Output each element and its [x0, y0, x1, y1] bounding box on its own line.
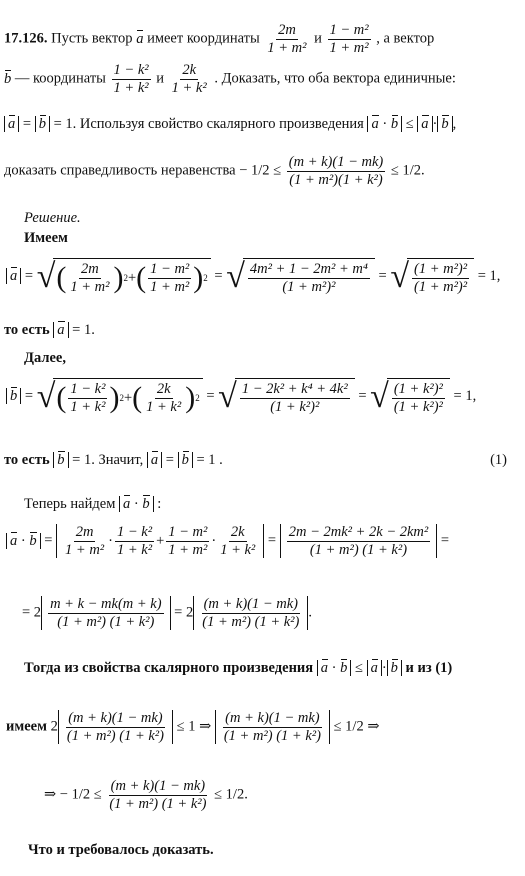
a-modulus-equation: a = √ ( $\frac{2m}{\text{1 + m²}}$ ) 2 + ( $\frac{\text{1 − m²}}{\text{1 + m²}}$ ) 2 = √ $\frac{\text{4m² + 1 − 2m² + m⁴}}{\text{(1 + m²)²}}$ = √ $\frac{\text{(1 + m²)²}}{\text{(1 + m²)²}}$ = 1, — [6, 258, 500, 295]
problem-line-4: доказать справедливость неравенства − 1/2 ≤ $\frac{(m + k)(1 - mk)}{\text{(1 + m²)(1 + k²)}}$ ≤ 1/2. — [4, 154, 425, 188]
equation-label: (1) — [490, 452, 507, 468]
problem-line-2: b — координаты $\frac{\text{1 − k²}}{\text{1 + k²}}$ и $\frac{2k}{\text{1 + k²}}$ . Доказать, что оба вектора единичные: — [4, 62, 456, 96]
dot-product-step2: = 2 $\frac{m + k - mk(m + k)}{\text{(1 + m²) (1 + k²)}}$ = 2 $\frac{(m + k)(1 - mk)}{\text{(1 + m²) (1 + k²)}}$ . — [22, 596, 312, 630]
coord-fraction: $\frac{2m}{\text{1 + m²}}$ — [267, 22, 307, 56]
thatis-a: то есть a = 1. — [4, 322, 95, 338]
problem-number: 17.126. — [4, 30, 48, 47]
have-inequality: имеем 2 $\frac{(m + k)(1 - mk)}{\text{(1 + m²) (1 + k²)}}$ ≤ 1 ⇒ $\frac{(m + k)(1 - mk)}{\text{(1 + m²) (1 + k²)}}$ ≤ 1/2 ⇒ — [6, 710, 380, 744]
final-inequality: ⇒ − 1/2 ≤ $\frac{(m + k)(1 - mk)}{\text{(1 + m²) (1 + k²)}}$ ≤ 1/2. — [44, 778, 248, 812]
thatis-b: то есть b = 1. Значит, a = b = 1 . (1) — [4, 452, 507, 468]
qed: Что и требовалось доказать. — [28, 842, 214, 858]
now-find: Теперь найдем a · b : — [24, 496, 162, 512]
solution-heading: Решение. — [24, 210, 81, 226]
problem-line-1: 17.126. Пусть вектор a имеет координаты $\frac{2m}{\text{1 + m²}}$ и $\frac{\text{1 − m²}}{\text{1 + m²}}$ , а вектор — [4, 22, 435, 56]
have-label: Имеем — [24, 230, 68, 246]
b-modulus-equation: b = √ ( $\frac{\text{1 − k²}}{\text{1 + k²}}$ ) 2 + ( $\frac{2k}{\text{1 + k²}}$ ) 2 = √ $\frac{\text{1 − 2k² + k⁴ + 4k²}}{\text{(1 + k²)²}}$ = √ $\frac{\text{(1 + k²)²}}{\text{(1 + k²)²}}$ = 1, — [6, 378, 476, 415]
further-label: Далее, — [24, 350, 66, 366]
coord-fraction: $\frac{\text{1 − m²}}{\text{1 + m²}}$ — [329, 22, 369, 56]
dot-product-equation: a · b = $\frac{2m}{\text{1 + m²}}$ · $\frac{\text{1 − k²}}{\text{1 + k²}}$ + $\frac{\text{1 − m²}}{\text{1 + m²}}$ · $\frac{2k}{\text{1 + k²}}$ = $\frac{\text{2m − 2mk² + 2k − 2km²}}{\text{(1 + m²) (1 + k²)}}$ = — [6, 524, 449, 558]
coord-fraction: $\frac{2k}{\text{1 + k²}}$ — [171, 62, 207, 96]
then-from-property: Тогда из свойства скалярного произведения a · b ≤ a · b и из (1) — [24, 660, 453, 676]
coord-fraction: $\frac{\text{1 − k²}}{\text{1 + k²}}$ — [113, 62, 149, 96]
problem-line-3: a = b = 1. Используя свойство скалярного произведения a · b ≤ a · b , — [4, 116, 456, 133]
